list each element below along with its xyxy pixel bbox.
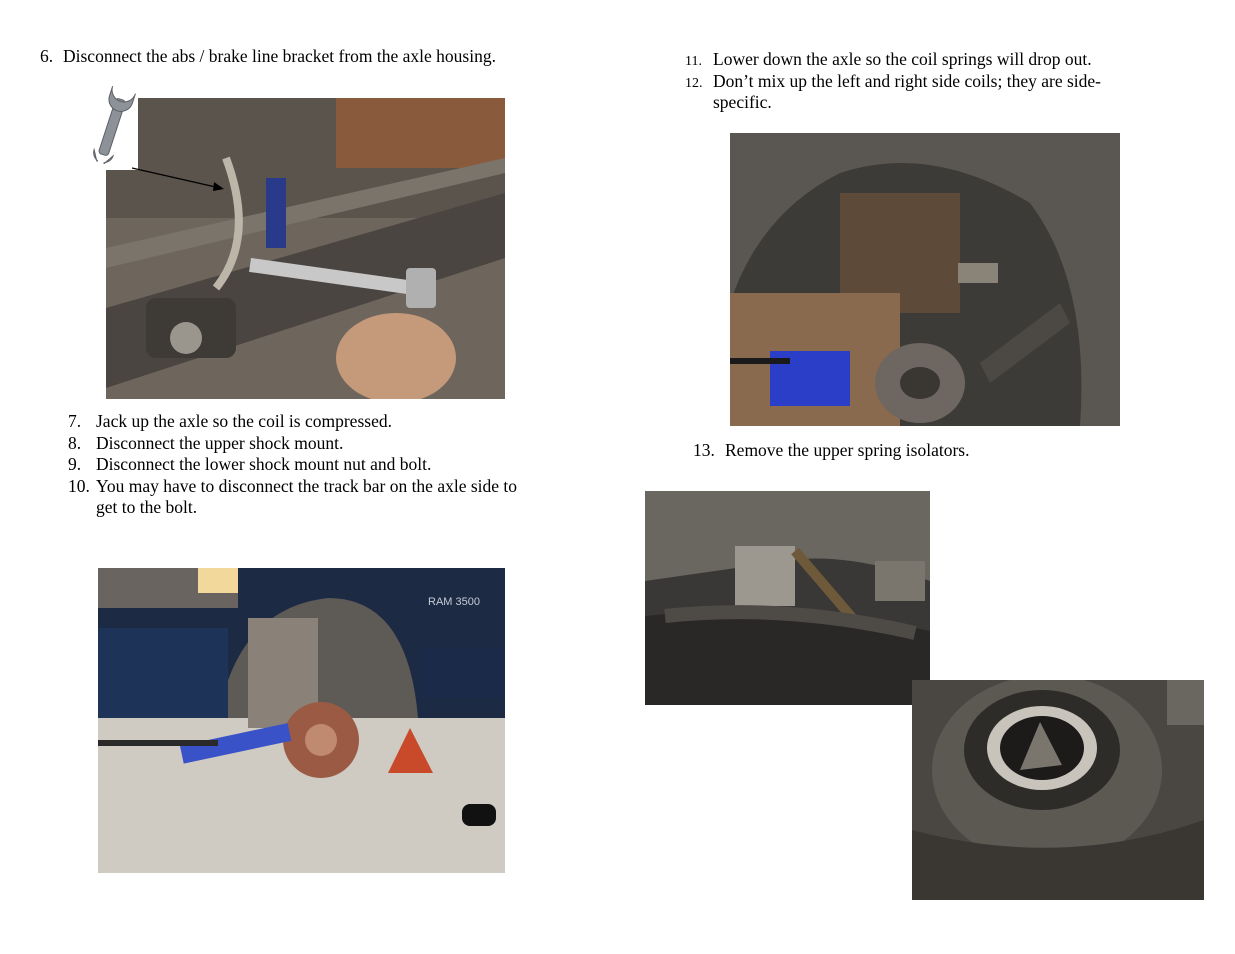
photo-isolator-closeup	[912, 680, 1204, 900]
photo-upper-isolator-area	[645, 491, 930, 705]
list-item: 11. Lower down the axle so the coil springs will drop out.	[685, 49, 1092, 69]
steps-7-10	[68, 411, 517, 519]
list-item: 7. Jack up the axle so the coil is compressed.	[68, 411, 392, 431]
list-item: 12. Don’t mix up the left and right side coils; they are side- specific.	[685, 70, 1101, 112]
step-text: Remove the upper spring isolators.	[725, 440, 970, 460]
photo-wheel-well	[730, 133, 1120, 426]
photo-truck-on-jack	[98, 568, 505, 873]
step-13	[693, 440, 969, 462]
photo-brake-line-bracket	[106, 98, 505, 399]
pointer-arrow	[130, 160, 230, 195]
list-item: 9. Disconnect the lower shock mount nut and bolt.	[68, 454, 432, 474]
step-number: 13.	[693, 440, 715, 460]
list-item: 10. You may have to disconnect the track bar on the axle side to get to the bolt.	[68, 475, 518, 517]
wrench-icon	[86, 84, 138, 170]
step-number: 6.	[40, 46, 54, 66]
step-6	[40, 46, 496, 68]
truck-badge: RAM 3500	[428, 596, 480, 608]
steps-11-12	[685, 49, 1101, 114]
step-text: Disconnect the abs / brake line bracket from the axle housing.	[63, 46, 496, 66]
list-item: 8. Disconnect the upper shock mount.	[68, 432, 344, 453]
